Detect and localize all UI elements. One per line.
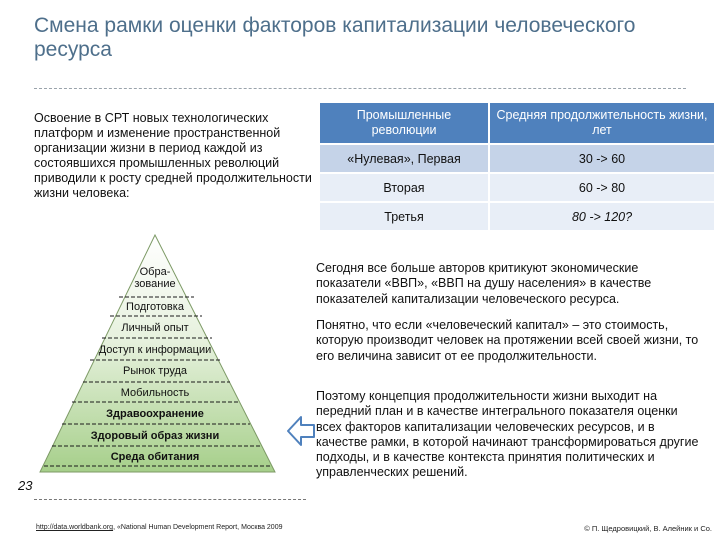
table-cell-lifespan: 60 -> 80 bbox=[490, 172, 714, 201]
pyramid-level-experience: Личный опыт bbox=[121, 322, 189, 334]
source-link[interactable]: http://data.worldbank.org bbox=[36, 524, 114, 531]
pyramid-level-education: Обра-зование bbox=[134, 266, 176, 290]
header-revolutions: Промышленные революции bbox=[320, 103, 490, 143]
table-cell-revolution: «Нулевая», Первая bbox=[320, 143, 490, 172]
footer-source bbox=[36, 524, 283, 531]
header-lifespan: Средняя продолжительность жизни, лет bbox=[490, 103, 714, 143]
table-cell-lifespan: 80 -> 120? bbox=[490, 201, 714, 230]
pyramid-level-healthy-lifestyle: Здоровый образ жизни bbox=[90, 430, 220, 442]
pyramid-level-labor-market: Рынок труда bbox=[122, 365, 187, 377]
pyramid-level-training: Подготовка bbox=[126, 301, 184, 313]
pyramid-level-healthcare: Здравоохранение bbox=[106, 408, 204, 420]
left-arrow-icon bbox=[286, 414, 316, 448]
footer-divider bbox=[34, 499, 306, 500]
pyramid-level-environment: Среда обитания bbox=[110, 451, 200, 463]
footer-copyright: © П. Щедровицкий, В. Алейник и Со. bbox=[584, 524, 712, 533]
paragraph-gdp-critique: Сегодня все больше авторов критикуют экономические показатели «ВВП», «ВВП на душу населения» в качестве показателей капитализации человеческого ресурса. bbox=[316, 261, 652, 306]
source-text: , «National Human Development Report, Москва 2009 bbox=[113, 524, 283, 531]
table-cell-lifespan: 30 -> 60 bbox=[490, 143, 714, 172]
pyramid-level-mobility: Мобильность bbox=[120, 387, 190, 399]
intro-text: Освоение в СРТ новых технологических платформ и изменение пространственной организации жизни в период каждой из состоявшихся промышленных революций приводили к росту средней продолжительности жизни человека: bbox=[34, 111, 312, 200]
table-cell-revolution: Вторая bbox=[320, 172, 490, 201]
slide-title: Смена рамки оценки факторов капитализации человеческого ресурса bbox=[34, 14, 636, 61]
page-number: 23 bbox=[18, 478, 33, 493]
pyramid-level-information: Доступ к информации bbox=[98, 344, 212, 356]
paragraph-capital-value: Понятно, что если «человеческий капитал» – это стоимость, которую производит человек на протяжении всей своей жизни, то его величина зависит от ее продолжительности. bbox=[316, 318, 699, 363]
table-cell-revolution: Третья bbox=[320, 201, 490, 230]
paragraph-life-expectancy-concept: Поэтому концепция продолжительности жизни выходит на передний план и в качестве интегрального показателя оценки всех факторов капитализации человеческих ресурсов, и в качестве рамки, в которой начинают трансформироваться другие подходы, и в качестве контекста принятия политических и управленческих решений. bbox=[316, 389, 699, 480]
